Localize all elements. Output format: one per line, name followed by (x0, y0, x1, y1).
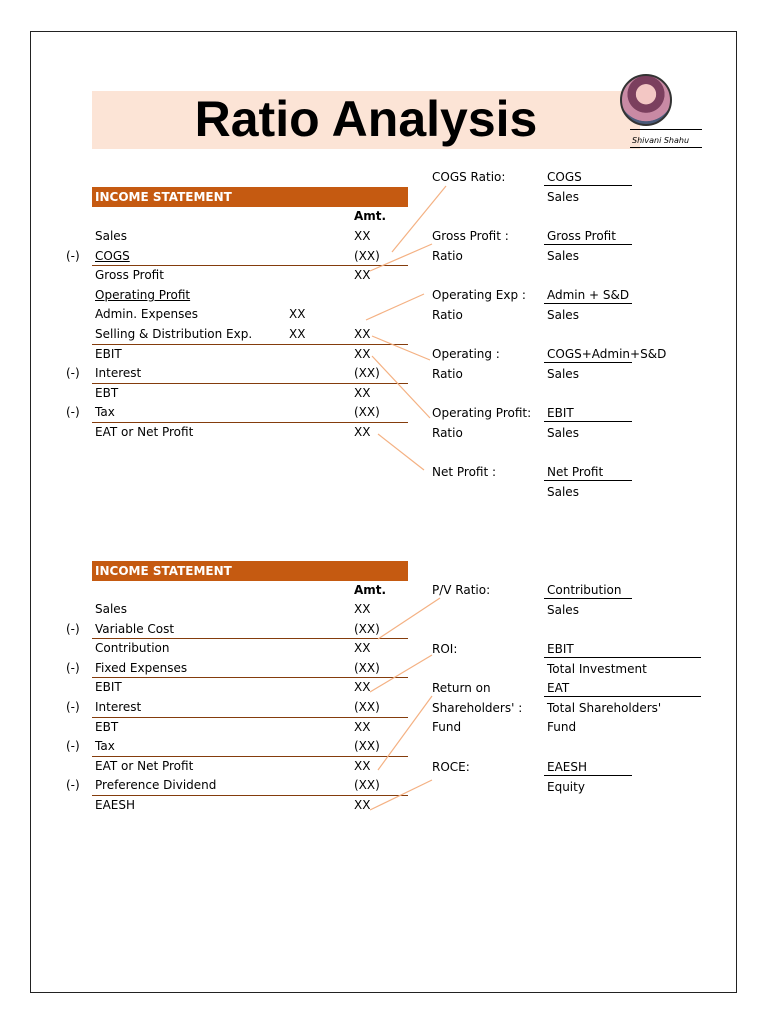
s2-ratio-numerator: Contribution (547, 583, 622, 597)
s1-ratio-name: Gross Profit : (432, 229, 509, 243)
s2-row-sign: (-) (66, 621, 80, 636)
s2-row-sign: (-) (66, 739, 80, 754)
s1-row-mid: XX (289, 327, 306, 341)
s1-row-label: Selling & Distribution Exp. (95, 327, 253, 341)
s2-ratio-name2: Shareholders' : (432, 700, 523, 715)
s2-row-label: Variable Cost (95, 621, 175, 636)
s1-ratio-numerator: COGS (547, 170, 582, 184)
s2-ratio-name: P/V Ratio: (432, 583, 491, 597)
s1-ratio-name2: Ratio (432, 248, 463, 263)
s2-row-label: Fixed Expenses (95, 660, 188, 675)
s1-row-label: Operating Profit (95, 287, 191, 302)
connector-line (392, 186, 446, 252)
s1-ratio-denominator: Sales (547, 484, 579, 499)
s2-ratio-denominator: Sales (547, 602, 579, 617)
s2-row-sign: (-) (66, 700, 80, 714)
connector-line (378, 434, 424, 470)
s1-row-label: Admin. Expenses (95, 307, 199, 322)
s1-row-label: EAT or Net Profit (95, 425, 194, 439)
s2-ratio-numerator: EAT (547, 681, 570, 695)
s2-row-label: Interest (95, 700, 142, 714)
s1-row-amt: XX (354, 385, 371, 400)
s1-row-label: Sales (95, 229, 127, 243)
s1-ratio-denominator: Sales (547, 307, 579, 322)
s1-ratio-name2: Ratio (432, 366, 463, 381)
section1-amt-label: Amt. (354, 209, 387, 223)
connector-line (378, 598, 440, 639)
s1-ratio-numerator: Net Profit (547, 465, 604, 479)
s2-ratio-denominator: Total Investment (547, 661, 647, 676)
s2-ratio-denominator: Total Shareholders' (547, 700, 662, 715)
s2-row-sign: (-) (66, 660, 80, 675)
s1-ratio-name: COGS Ratio: (432, 170, 506, 184)
s1-row-amt: (XX) (354, 366, 380, 381)
s1-row-label: EBT (95, 385, 119, 400)
section1-heading: INCOME STATEMENT (92, 187, 408, 207)
s2-row-amt: (XX) (354, 660, 380, 675)
s1-ratio-name: Net Profit : (432, 465, 497, 479)
s2-row-label: Tax (95, 739, 115, 754)
s2-row-amt: (XX) (354, 739, 380, 754)
s1-row-amt: (XX) (354, 405, 380, 420)
connector-line (370, 780, 432, 810)
s1-ratio-denominator: Sales (547, 425, 579, 440)
s2-ratio-name: Return on (432, 681, 491, 695)
s1-ratio-numerator: Admin + S&D (547, 288, 630, 302)
s1-ratio-numerator: EBIT (547, 406, 574, 420)
s2-row-amt: (XX) (354, 621, 380, 636)
s1-row-amt: XX (354, 346, 371, 361)
s1-row-amt: XX (354, 268, 371, 283)
s2-row-amt: XX (354, 798, 371, 812)
s1-ratio-name2: Ratio (432, 425, 463, 440)
s1-ratio-denominator: Sales (547, 366, 579, 381)
s2-ratio-numerator: EBIT (547, 642, 574, 656)
s2-row-sign: (-) (66, 778, 80, 793)
author-name: Shivani Shahu (632, 136, 690, 145)
s2-row-amt: (XX) (354, 700, 380, 714)
s2-ratio-numerator: EAESH (547, 760, 588, 774)
s1-row-sign: (-) (66, 405, 80, 420)
section2-heading: INCOME STATEMENT (92, 561, 408, 581)
s2-ratio-name3: Fund (432, 720, 462, 735)
s1-ratio-denominator: Sales (547, 248, 579, 263)
s1-row-label: Gross Profit (95, 268, 164, 283)
s1-row-label: Interest (95, 366, 142, 381)
connector-line (378, 696, 432, 770)
s1-row-amt: XX (354, 327, 371, 341)
section2-amt-label: Amt. (354, 583, 387, 597)
s2-row-amt: XX (354, 719, 371, 734)
s1-row-label: Tax (95, 405, 115, 420)
s2-row-label: Contribution (95, 641, 170, 656)
s2-ratio-name: ROI: (432, 642, 458, 656)
s2-row-amt: XX (354, 758, 371, 773)
s2-row-label: EBIT (95, 680, 122, 695)
s1-ratio-name2: Ratio (432, 307, 463, 322)
s1-row-amt: XX (354, 229, 371, 243)
s2-row-label: EAESH (95, 798, 136, 812)
s1-row-mid: XX (289, 307, 306, 322)
connector-line (366, 294, 424, 320)
s2-row-label: Preference Dividend (95, 778, 217, 793)
s2-row-amt: (XX) (354, 778, 380, 793)
s2-row-amt: XX (354, 602, 371, 616)
connector-line (370, 655, 432, 692)
s1-row-label: COGS (95, 248, 130, 263)
s1-row-amt: (XX) (354, 248, 380, 263)
connector-line (370, 244, 432, 271)
s2-ratio-name: ROCE: (432, 760, 470, 774)
connector-line (372, 356, 430, 418)
s1-ratio-numerator: Gross Profit (547, 229, 616, 243)
s1-row-sign: (-) (66, 248, 80, 263)
s2-row-label: Sales (95, 602, 127, 616)
s2-row-label: EAT or Net Profit (95, 758, 194, 773)
s1-ratio-name: Operating Exp : (432, 288, 526, 302)
s2-ratio-denominator: Equity (547, 779, 585, 794)
s2-ratio-denominator2: Fund (547, 720, 577, 735)
s2-row-amt: XX (354, 641, 371, 656)
page-title: Ratio Analysis (194, 91, 538, 147)
s2-row-amt: XX (354, 680, 371, 695)
s1-row-label: EBIT (95, 346, 122, 361)
s2-row-label: EBT (95, 719, 119, 734)
s1-ratio-name: Operating : (432, 347, 500, 361)
s1-row-sign: (-) (66, 366, 80, 381)
s1-ratio-denominator: Sales (547, 189, 579, 204)
s1-ratio-name: Operating Profit: (432, 406, 532, 420)
s1-row-amt: XX (354, 425, 371, 439)
connector-line (372, 336, 430, 360)
s1-ratio-numerator: COGS+Admin+S&D (547, 347, 667, 361)
